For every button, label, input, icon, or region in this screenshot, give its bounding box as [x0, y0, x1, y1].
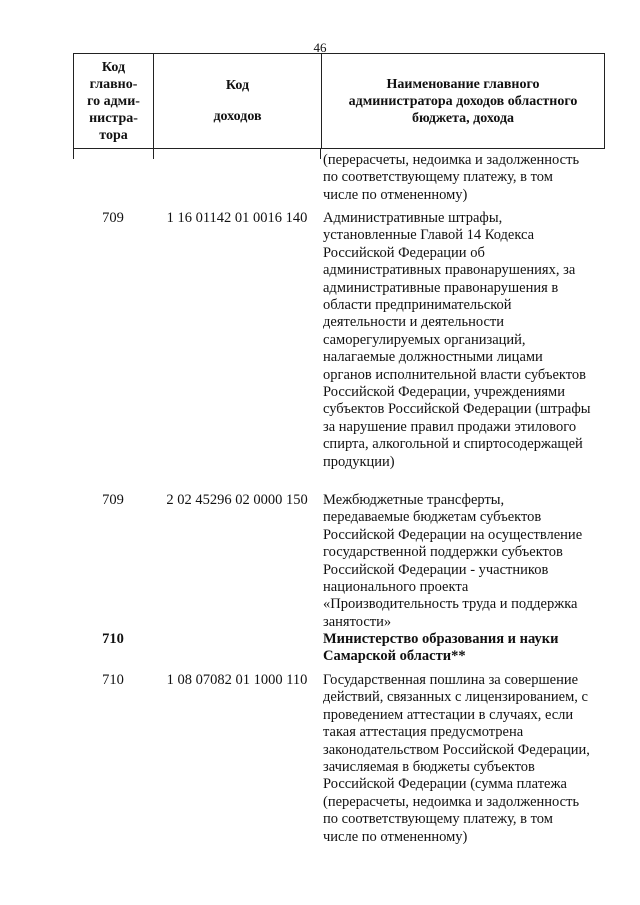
- row-name-line: продукции): [323, 453, 395, 470]
- row-name-line: деятельности и деятельности: [323, 314, 505, 331]
- row-admin-code: 709: [102, 492, 124, 508]
- row-name-line: числе по отмененному): [323, 186, 468, 203]
- header-admin-code-line: главно-: [89, 76, 138, 92]
- row-income-code: 1 08 07082 01 1000 110: [166, 672, 308, 688]
- row-name-line: Российской Федерации на осуществление: [323, 526, 583, 543]
- header-admin-code-line: нистра-: [89, 110, 138, 126]
- row-name-line: за нарушение правил продажи этилового: [323, 418, 577, 435]
- row-name-line: национального проекта: [323, 579, 469, 596]
- row-name-line: саморегулируемых организаций,: [323, 331, 526, 348]
- row-name-line: Министерство образования и науки: [323, 631, 559, 647]
- row-name: [323, 210, 605, 471]
- row-name-line: Российской Федерации (сумма платежа: [323, 776, 567, 793]
- header-admin-code-line: го адми-: [87, 93, 140, 109]
- header-admin-code-line: тора: [99, 127, 128, 143]
- row-income-code: 1 16 01142 01 0016 140: [166, 210, 308, 226]
- column-divider: [320, 149, 321, 159]
- row-name-line: (перерасчеты, недоимка и задолженность: [323, 793, 580, 810]
- row-name-line: по соответствующему платежу, в том: [323, 811, 553, 828]
- header-income-code: [154, 54, 322, 148]
- row-name-line: Российской Федерации, учреждениями: [323, 384, 565, 401]
- header-income-code-line: доходов: [213, 109, 262, 124]
- row-name-line: числе по отмененному): [323, 828, 468, 845]
- row-name-line: передаваемые бюджетам субъектов: [323, 509, 542, 526]
- table-header: [73, 53, 605, 149]
- header-name-line: бюджета, дохода: [411, 110, 515, 126]
- row-name-line: Российской Федерации об: [323, 244, 485, 261]
- row-name-line: зачисляемая в бюджеты субъектов: [323, 759, 535, 776]
- row-name-line: органов исполнительной власти субъектов: [323, 366, 586, 383]
- page-number: 46: [313, 40, 327, 55]
- row-name-line: такая аттестация предусмотрена: [323, 724, 524, 741]
- row-name-line: Самарской области**: [323, 648, 466, 665]
- row-name-line: области предпринимательской: [323, 297, 512, 314]
- header-admin-code: [74, 54, 154, 148]
- row-name-line: субъектов Российской Федерации (штрафы: [323, 401, 591, 418]
- row-name-line: проведением аттестации в случаях, если: [323, 706, 574, 723]
- row-name-line: спирта, алкогольной и спиртосодержащей: [323, 436, 583, 453]
- row-name-line: установленные Главой 14 Кодекса: [323, 227, 535, 244]
- row-name: [323, 672, 605, 846]
- row-name-line: налагаемые должностными лицами: [323, 349, 543, 366]
- row-admin-code: 709: [102, 210, 124, 226]
- row-name: [323, 492, 605, 631]
- column-divider: [73, 149, 74, 159]
- row-name-line: Государственная пошлина за совершение: [323, 672, 579, 688]
- row-name: [323, 152, 605, 204]
- row-name-line: (перерасчеты, недоимка и задолженность: [323, 152, 580, 168]
- row-name: [323, 631, 605, 666]
- row-income-code: 2 02 45296 02 0000 150: [166, 492, 308, 508]
- row-admin-code: 710: [102, 672, 124, 688]
- row-name-line: государственной поддержки субъектов: [323, 544, 563, 561]
- header-income-code-line: Код: [225, 78, 250, 93]
- row-admin-code: 710: [102, 631, 124, 647]
- header-name-line: администратора доходов областного: [348, 93, 578, 109]
- row-name-line: Российской Федерации - участников: [323, 561, 549, 578]
- row-name-line: административных правонарушениях, за: [323, 262, 576, 279]
- header-admin-code-line: Код: [101, 59, 126, 75]
- row-name-line: Межбюджетные трансферты,: [323, 492, 505, 508]
- row-name-line: занятости»: [323, 613, 392, 630]
- row-name-line: «Производительность труда и поддержка: [323, 596, 578, 613]
- header-name: [322, 54, 604, 148]
- row-name-line: действий, связанных с лицензированием, с: [323, 689, 588, 706]
- row-name-line: по соответствующему платежу, в том: [323, 169, 553, 186]
- row-name-line: законодательством Российской Федерации,: [323, 741, 590, 758]
- row-name-line: Административные штрафы,: [323, 210, 503, 226]
- header-name-line: Наименование главного: [386, 76, 540, 92]
- column-divider: [153, 149, 154, 159]
- row-name-line: административные правонарушения в: [323, 279, 559, 296]
